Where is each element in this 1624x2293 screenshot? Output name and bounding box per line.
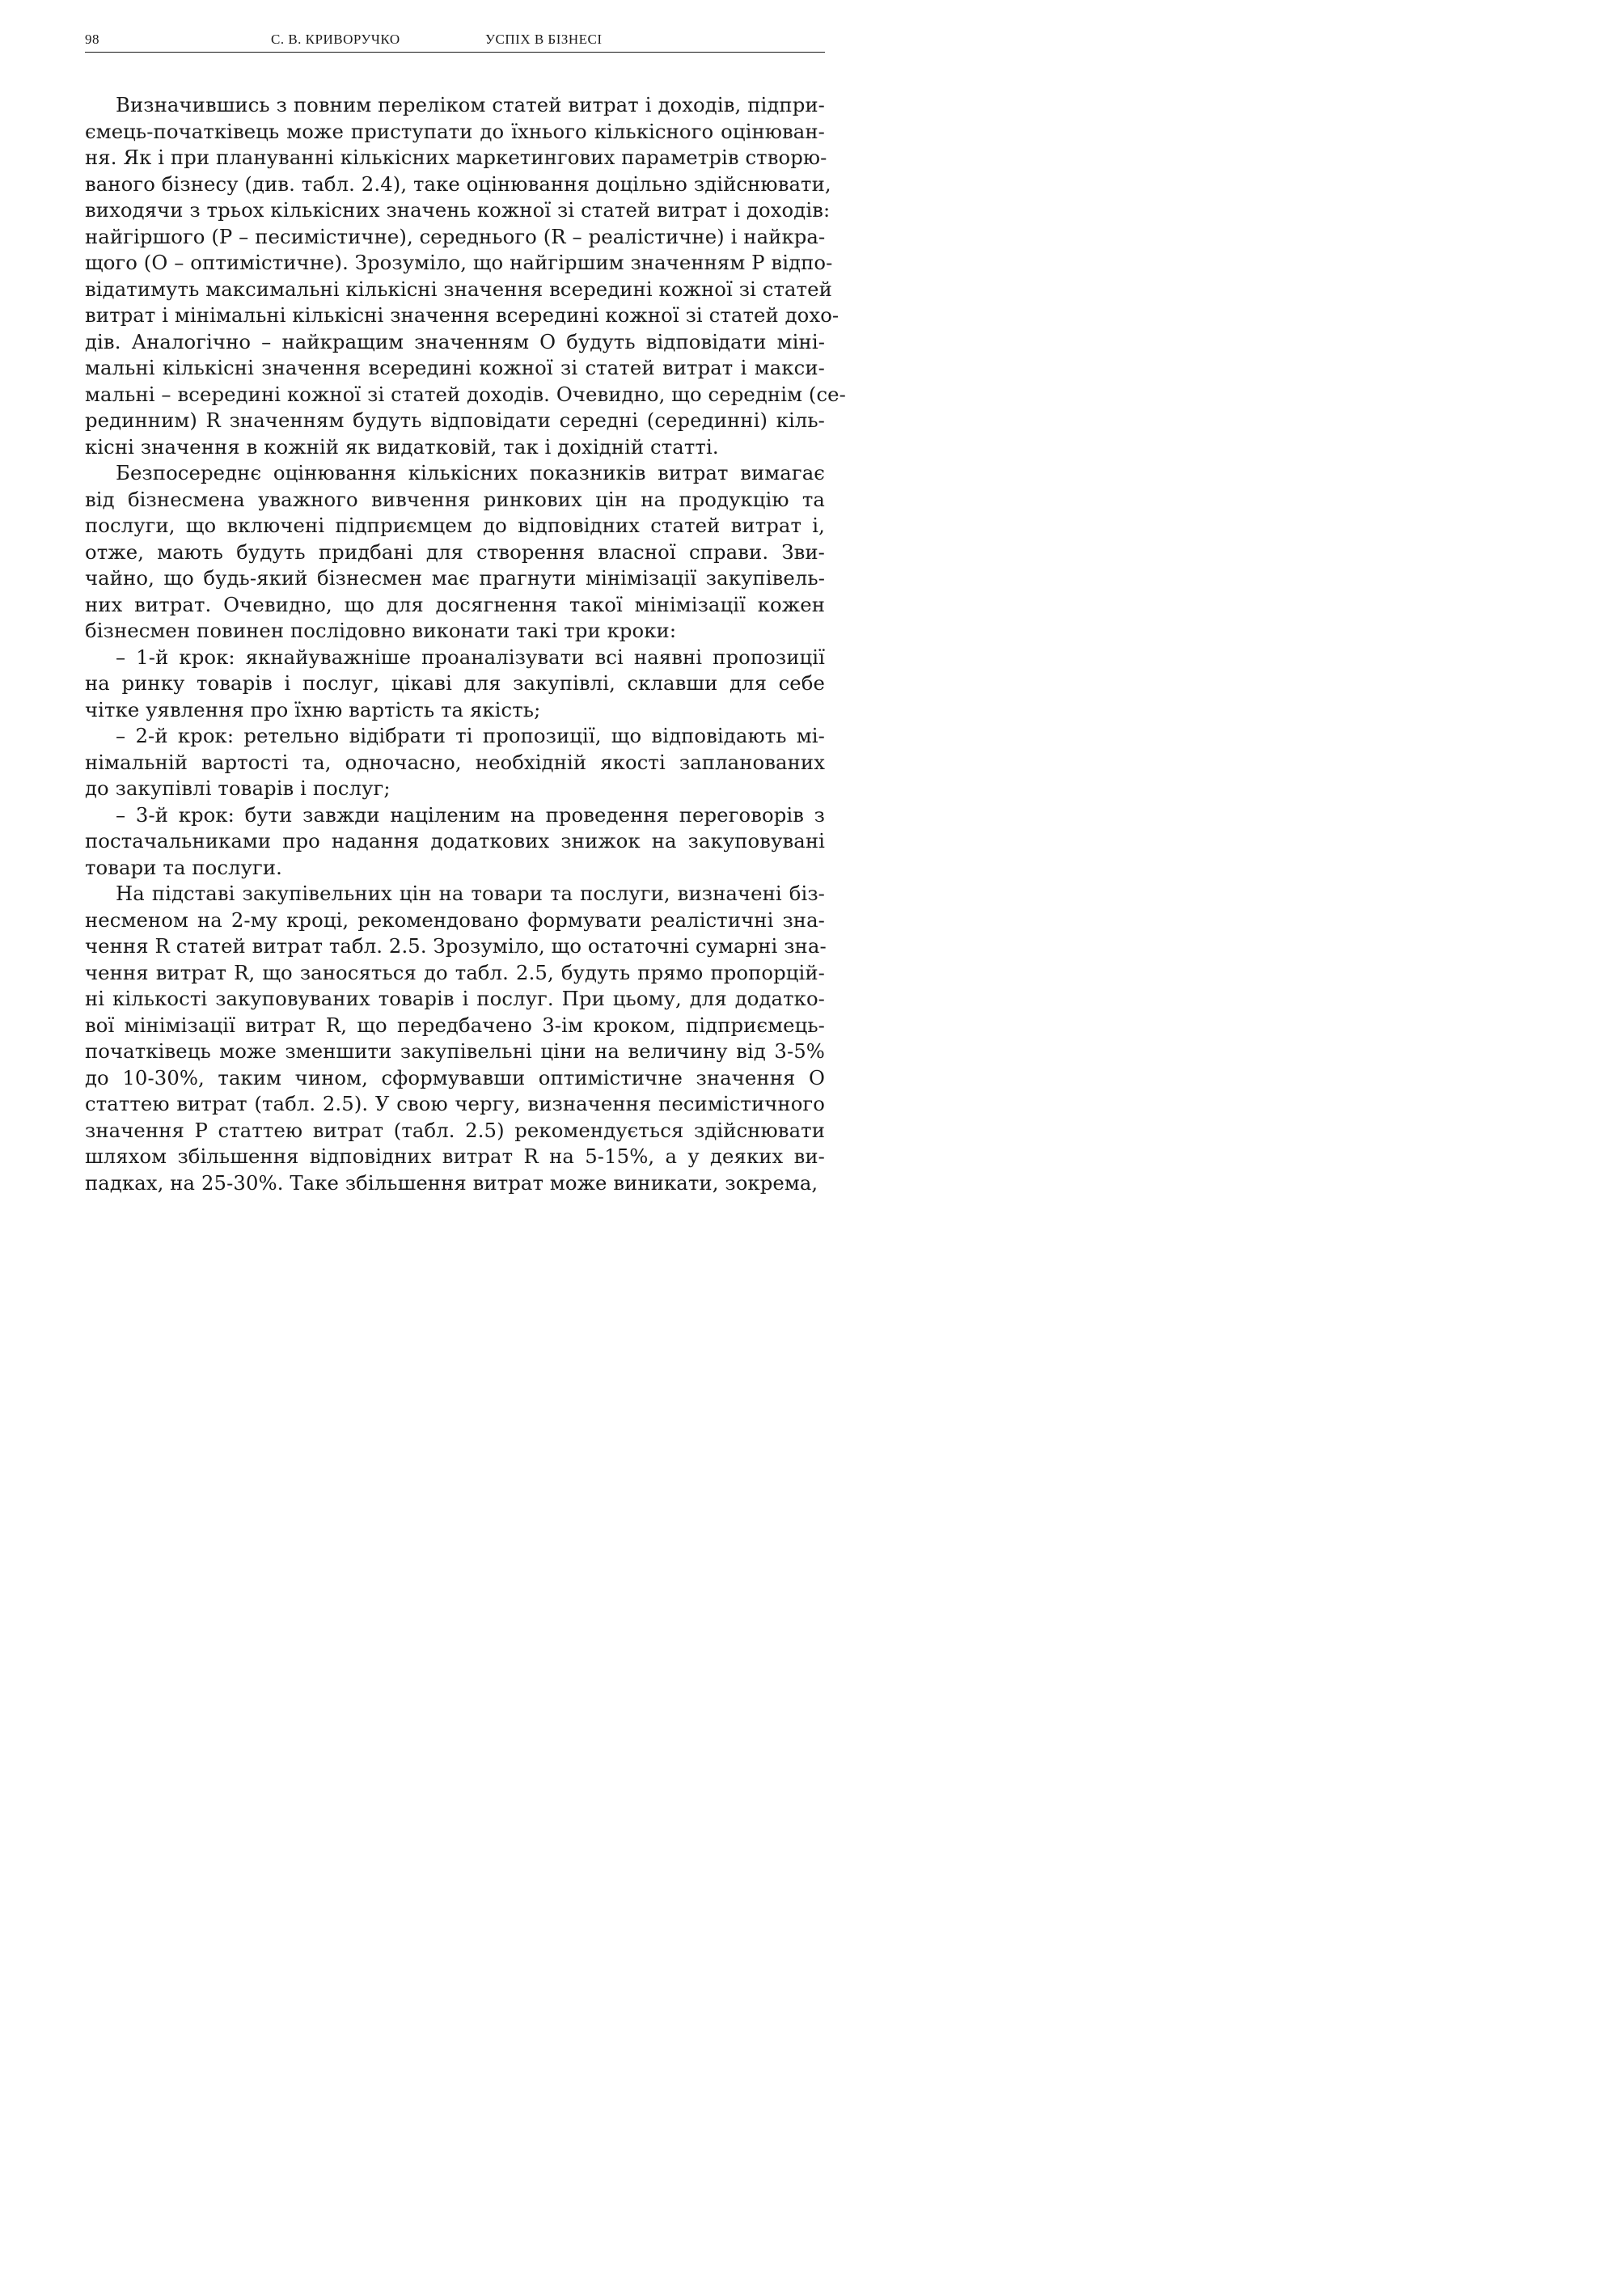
text-line: щого (O – оптимістичне). Зрозуміло, що найгіршим значенням P відпо- <box>85 251 833 274</box>
text-line: від бізнесмена уважного вивчення ринкових цін на продукцію та <box>85 487 825 511</box>
text-line: чітке уявлення про їхню вартість та якість; <box>85 697 541 721</box>
text-line: них витрат. Очевидно, що для досягнення такої мінімізації кожен <box>85 592 825 616</box>
text-line: несменом на 2-му кроці, рекомендовано формувати реалістичні зна- <box>85 907 825 932</box>
text-line: – 2-й крок: ретельно відібрати ті пропозиції, що відповідають мі- <box>116 724 825 747</box>
text-line: вої мінімізації витрат R, що передбачено 3-ім кроком, підприємець- <box>85 1013 825 1037</box>
paragraph <box>85 881 825 1196</box>
book-page <box>0 0 890 1195</box>
running-header <box>85 31 825 53</box>
page-number: 98 <box>85 32 99 47</box>
text-line: початківець може зменшити закупівельні ціни на величину від 3-5% <box>85 1039 825 1063</box>
text-line: послуги, що включені підприємцем до відповідних статей витрат і, <box>85 514 825 537</box>
text-line: Безпосереднє оцінювання кількісних показників витрат вимагає <box>116 461 825 484</box>
text-line: статтею витрат (табл. 2.5). У свою чергу, визначення песимістичного <box>85 1092 825 1115</box>
text-line: – 1-й крок: якнайуважніше проаналізувати всі наявні пропозиції <box>116 645 825 669</box>
text-line: німальній вартості та, одночасно, необхідній якості запланованих <box>85 750 825 774</box>
paragraph <box>85 723 825 802</box>
text-line: до закупівлі товарів і послуг; <box>85 776 391 800</box>
text-line: дів. Аналогічно – найкращим значенням O будуть відповідати міні- <box>85 329 825 353</box>
text-line: бізнесмен повинен послідовно виконати такі три кроки: <box>85 619 677 642</box>
text-line: чення витрат R, що заносяться до табл. 2.5, будуть прямо пропорцій- <box>85 960 825 984</box>
text-line: отже, мають будуть придбані для створення власної справи. Зви- <box>85 539 825 564</box>
text-line: На підставі закупівельних цін на товари та послуги, визначені біз- <box>116 882 825 905</box>
paragraph <box>85 460 825 645</box>
paragraph <box>85 645 825 724</box>
text-line: чення R статей витрат табл. 2.5. Зрозуміло, що остаточні сумарні зна- <box>85 934 827 958</box>
text-line: витрат і мінімальні кількісні значення всередині кожної зі статей дохо- <box>85 303 839 327</box>
paragraph <box>85 92 846 460</box>
text-line: ня. Як і при плануванні кількісних маркетингових параметрів створю- <box>85 146 827 169</box>
paragraph <box>85 802 825 882</box>
text-line: постачальниками про надання додаткових знижок на закуповувані <box>85 829 825 852</box>
text-line: ваного бізнесу (див. табл. 2.4), таке оцінювання доцільно здійснювати, <box>85 171 831 196</box>
text-line: відатимуть максимальні кількісні значення всередині кожної зі статей <box>85 277 832 301</box>
text-line: мальні кількісні значення всередині кожної зі статей витрат і макси- <box>85 356 825 379</box>
text-line: товари та послуги. <box>85 855 282 879</box>
text-line: мальні – всередині кожної зі статей доходів. Очевидно, що середнім (се- <box>85 382 846 406</box>
author-name: С. В. КРИВОРУЧКО <box>271 32 400 47</box>
text-line: рединним) R значенням будуть відповідати середні (серединні) кіль- <box>85 408 825 432</box>
body-text <box>85 92 846 1196</box>
text-line: ємець-початківець може приступати до їхнього кількісного оцінюван- <box>85 119 825 143</box>
text-line: виходячи з трьох кількісних значень кожної зі статей витрат і доходів: <box>85 198 831 222</box>
book-title: УСПІХ В БІЗНЕСІ <box>485 32 603 47</box>
text-line: ні кількості закуповуваних товарів і послуг. При цьому, для додатко- <box>85 987 825 1010</box>
text-line: чайно, що будь-який бізнесмен має прагнути мінімізації закупівель- <box>85 566 825 590</box>
text-line: – 3-й крок: бути завжди націленим на проведення переговорів з <box>116 802 825 827</box>
text-line: значення P статтею витрат (табл. 2.5) рекомендується здійснювати <box>85 1118 825 1142</box>
text-line: падках, на 25-30%. Таке збільшення витрат може виникати, зокрема, <box>85 1170 818 1195</box>
text-line: до 10-30%, таким чином, сформувавши оптимістичне значення O <box>85 1065 825 1089</box>
text-line: на ринку товарів і послуг, цікаві для закупівлі, склавши для себе <box>85 671 825 695</box>
text-line: кісні значення в кожній як видатковій, так і дохідній статті. <box>85 434 719 459</box>
text-line: найгіршого (P – песимістичне), середнього (R – реалістичне) і найкра- <box>85 224 826 248</box>
text-line: шляхом збільшення відповідних витрат R на 5-15%, а у деяких ви- <box>85 1144 825 1168</box>
text-line: Визначившись з повним переліком статей витрат і доходів, підпри- <box>116 93 825 116</box>
